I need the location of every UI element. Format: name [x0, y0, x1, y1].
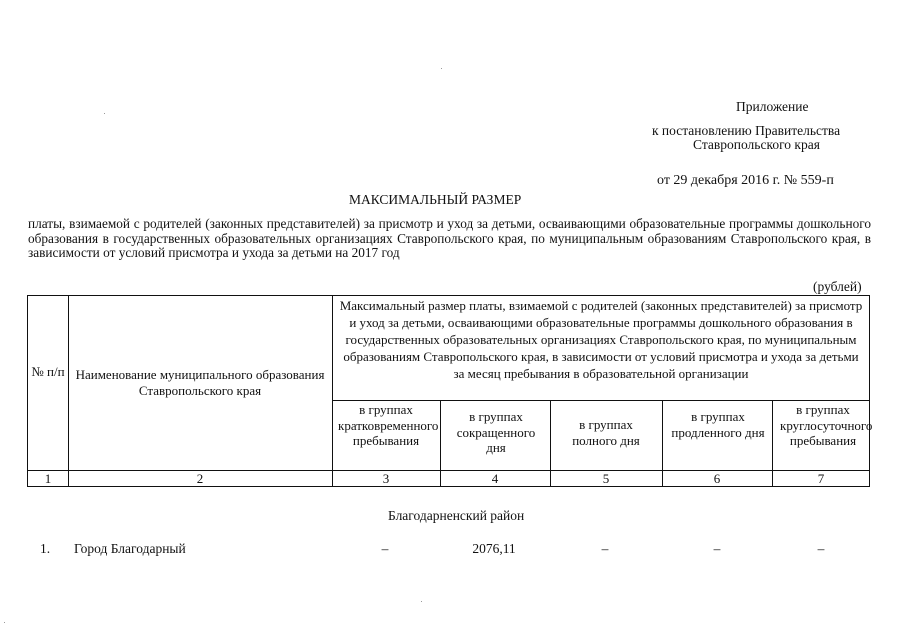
subheader-full-day: в группах полного дня [572, 417, 640, 448]
subheader-round-the-clock: в группах круглосуточного пребывания [780, 402, 873, 448]
header-group: Максимальный размер платы, взимаемой с родителей (законных представителей) за присмотр и уход за детьми, осваивающими образовательные программы дошкольного образования в государственных образовательных организациях Ставропольского края, по муниципальным образованиям Ставропольского края, в зависимости от условий присмотра и ухода за детьми за месяц пребывания в образовательной организации [339, 298, 863, 381]
subheader-short-day: в группах сокращенного дня [456, 409, 536, 455]
header-num: № п/п [31, 364, 65, 379]
row-number: 1. [40, 541, 51, 556]
table-divider [332, 296, 333, 487]
subheader-short-stay: в группах кратковременного пребывания [338, 402, 439, 448]
document-title: МАКСИМАЛЬНЫЙ РАЗМЕР [349, 192, 522, 207]
col-number: 3 [382, 471, 390, 486]
row-value-full-day: – [601, 541, 609, 556]
table-divider [68, 296, 69, 487]
row-name: Город Благодарный [74, 541, 186, 556]
fees-table [27, 295, 873, 487]
col-number: 1 [44, 471, 52, 486]
scan-speck [4, 622, 5, 623]
date-number-label: от 29 декабря 2016 г. № 559-п [657, 173, 834, 188]
scan-speck [441, 68, 442, 69]
resolution-label: к постановлению Правительства [652, 123, 841, 138]
row-value-round-the-clock: – [817, 541, 825, 556]
row-value-short-day: 2076,11 [472, 541, 516, 556]
table-divider [332, 400, 870, 401]
appendix-label: Приложение [736, 99, 809, 114]
col-number: 2 [196, 471, 204, 486]
scan-speck [421, 601, 422, 602]
header-name: Наименование муниципального образования Ставропольского края [75, 367, 325, 398]
scan-speck [104, 113, 105, 114]
intro-paragraph: платы, взимаемой с родителей (законных представителей) за присмотр и уход за детьми, осваивающими образовательные программы дошкольного образования в государственных образовательных организациях Ставропольского края, по муниципальным образованиям Ставропольского края, в зависимости от условий присмотра и ухода за детьми на 2017 год [28, 216, 871, 260]
row-value-extended-day: – [713, 541, 721, 556]
col-number: 6 [713, 471, 721, 486]
col-number: 4 [491, 471, 499, 486]
col-number: 7 [817, 471, 825, 486]
unit-label: (рублей) [813, 279, 862, 294]
col-number: 5 [602, 471, 610, 486]
region-label: Ставропольского края [693, 137, 820, 152]
subheader-extended-day: в группах продленного дня [671, 409, 765, 440]
row-value-short-stay: – [381, 541, 389, 556]
section-title: Благодарненский район [388, 508, 525, 523]
